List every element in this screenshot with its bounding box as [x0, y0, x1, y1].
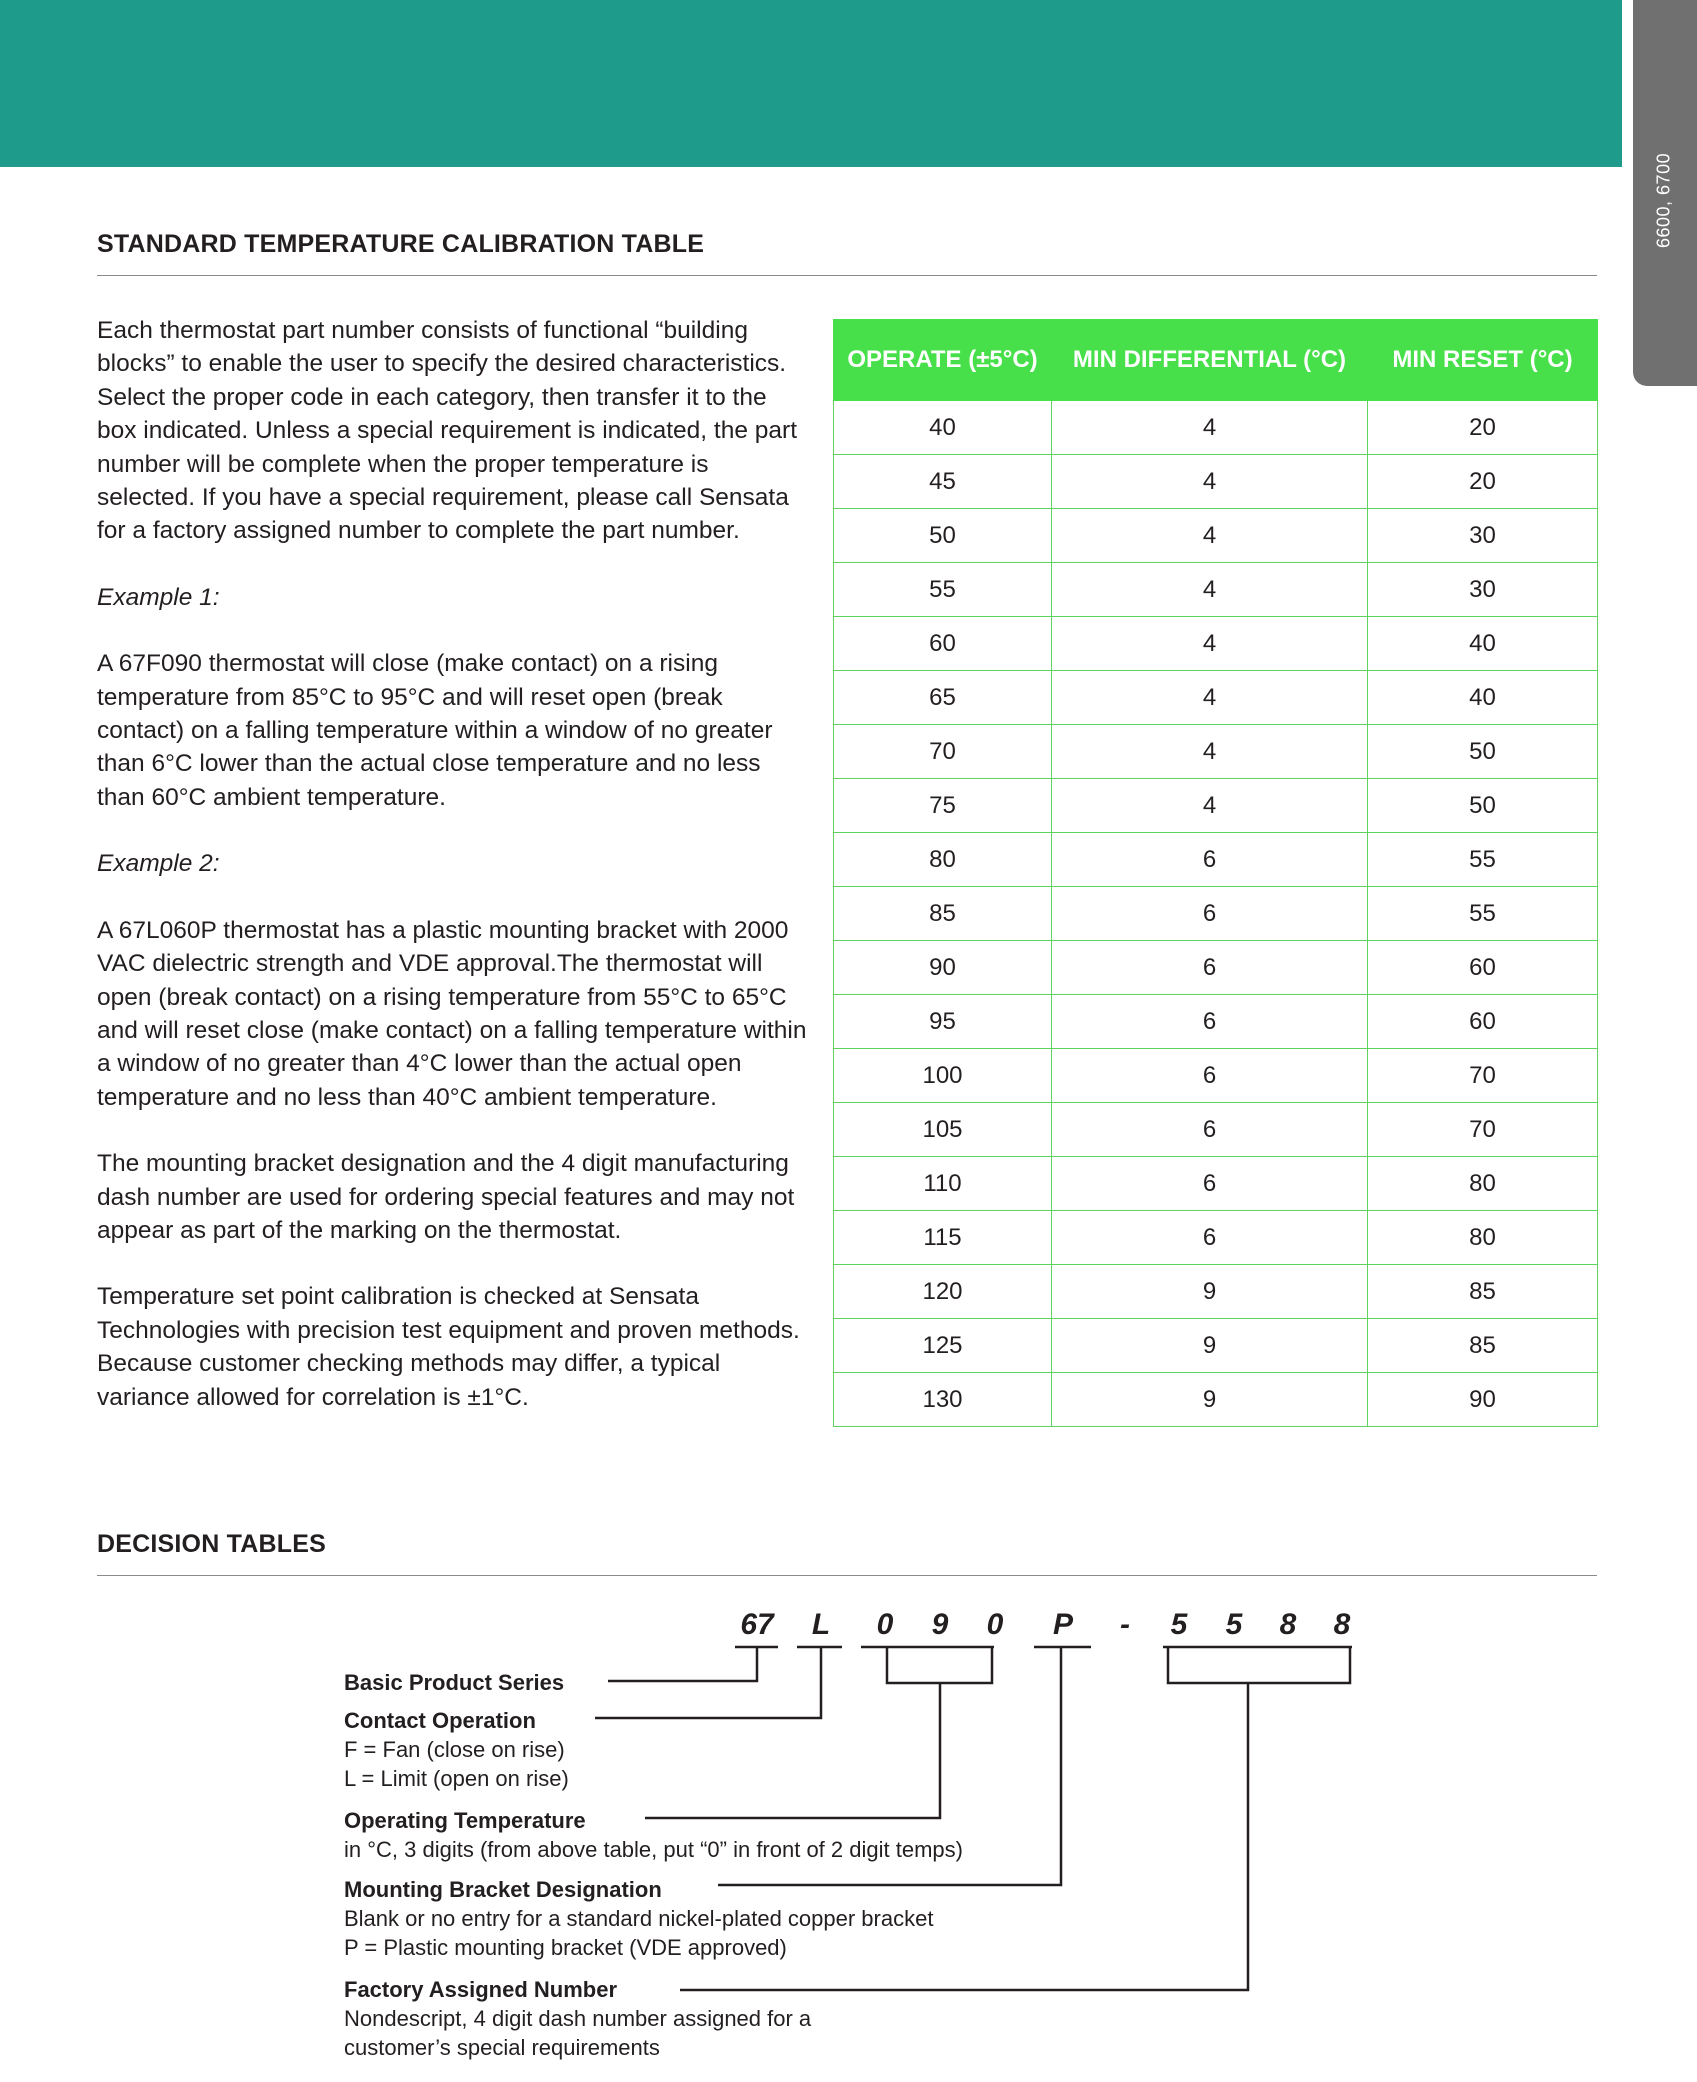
label-title: Contact Operation: [344, 1708, 536, 1733]
part-number-dash: -: [1120, 1608, 1130, 1641]
cell-operate: 120: [834, 1265, 1052, 1319]
calibration-table-row: [834, 617, 1598, 671]
calibration-table-row: [834, 1373, 1598, 1427]
cell-operate: 55: [834, 563, 1052, 617]
cell-min-reset: 50: [1368, 779, 1598, 833]
calibration-table-row: [834, 725, 1598, 779]
cell-operate: 115: [834, 1211, 1052, 1265]
label-line: Blank or no entry for a standard nickel-plated copper bracket: [344, 1906, 934, 1931]
label-operating-temperature: [344, 1806, 963, 1864]
part-number-char: 8: [1279, 1608, 1297, 1641]
label-title: Mounting Bracket Designation: [344, 1877, 662, 1902]
header-min-differential: MIN DIFFERENTIAL (°C): [1052, 320, 1368, 401]
cell-min-differential: 9: [1052, 1373, 1368, 1427]
example1-heading: Example 1:: [97, 583, 220, 611]
cell-min-differential: 6: [1052, 833, 1368, 887]
cell-min-differential: 4: [1052, 617, 1368, 671]
part-number-char: 67: [740, 1608, 774, 1641]
cell-min-reset: 50: [1368, 725, 1598, 779]
cell-min-differential: 4: [1052, 401, 1368, 455]
label-title: Operating Temperature: [344, 1808, 586, 1833]
calibration-table-row: [834, 509, 1598, 563]
cell-operate: 105: [834, 1103, 1052, 1157]
label-line: Nondescript, 4 digit dash number assigned for a: [344, 2006, 812, 2031]
cell-operate: 125: [834, 1319, 1052, 1373]
cell-min-differential: 6: [1052, 995, 1368, 1049]
calibration-table-row: [834, 941, 1598, 995]
cell-min-differential: 4: [1052, 455, 1368, 509]
header-band: [0, 0, 1622, 167]
cell-min-reset: 40: [1368, 617, 1598, 671]
part-number-char: 8: [1333, 1608, 1351, 1641]
cell-min-differential: 6: [1052, 1049, 1368, 1103]
example1-paragraph: A 67F090 thermostat will close (make contact) on a rising temperature from 85°C to 95°C and will reset open (break contact) on a falling temperature within a window of no greater than 6°C lower than the actual close temperature and no less than 60°C ambient temperature.: [97, 650, 773, 811]
cell-min-reset: 80: [1368, 1157, 1598, 1211]
part-number-char: 0: [986, 1608, 1004, 1641]
calibration-table-row: [834, 1319, 1598, 1373]
part-number-char: L: [811, 1608, 831, 1641]
cell-min-differential: 9: [1052, 1265, 1368, 1319]
decision-section-rule: [97, 1575, 1597, 1576]
cell-min-differential: 4: [1052, 509, 1368, 563]
cell-operate: 40: [834, 401, 1052, 455]
cell-min-reset: 30: [1368, 509, 1598, 563]
cell-operate: 85: [834, 887, 1052, 941]
calibration-section-rule: [97, 275, 1597, 276]
side-tab-label: 6600, 6700: [1653, 152, 1674, 248]
calibration-table-row: [834, 563, 1598, 617]
label-factory-assigned-number: [344, 1975, 811, 2062]
calibration-table-row: [834, 887, 1598, 941]
cell-operate: 130: [834, 1373, 1052, 1427]
cell-min-reset: 70: [1368, 1049, 1598, 1103]
cell-operate: 65: [834, 671, 1052, 725]
cell-min-reset: 60: [1368, 995, 1598, 1049]
label-line: L = Limit (open on rise): [344, 1766, 569, 1791]
cell-operate: 95: [834, 995, 1052, 1049]
calibration-table-row: [834, 1211, 1598, 1265]
calibration-table-row: [834, 1265, 1598, 1319]
calibration-table-row: [834, 455, 1598, 509]
calibration-table-row: [834, 671, 1598, 725]
cell-min-differential: 4: [1052, 671, 1368, 725]
calibration-table-header-row: [834, 320, 1598, 401]
calibration-table-row: [834, 1049, 1598, 1103]
cell-min-differential: 6: [1052, 1157, 1368, 1211]
label-mounting-bracket: [344, 1875, 933, 1962]
label-contact-operation: [344, 1706, 569, 1793]
cell-min-reset: 85: [1368, 1319, 1598, 1373]
cell-min-reset: 55: [1368, 833, 1598, 887]
cell-min-reset: 90: [1368, 1373, 1598, 1427]
label-line: in °C, 3 digits (from above table, put “0” in front of 2 digit temps): [344, 1837, 963, 1862]
part-number-char: 0: [876, 1608, 894, 1641]
label-title: Basic Product Series: [344, 1670, 565, 1695]
cell-min-reset: 80: [1368, 1211, 1598, 1265]
cell-operate: 75: [834, 779, 1052, 833]
header-operate: OPERATE (±5°C): [834, 320, 1052, 401]
cell-operate: 90: [834, 941, 1052, 995]
cell-min-differential: 6: [1052, 941, 1368, 995]
cell-operate: 50: [834, 509, 1052, 563]
example2-paragraph: A 67L060P thermostat has a plastic mounting bracket with 2000 VAC dielectric strength and VDE approval.The thermostat will open (break contact) on a rising temperature from 55°C to 65°C and will reset close (make contact) on a falling temperature within a window of no greater than 4°C lower than the actual open temperature and no less than 40°C ambient temperature.: [97, 916, 807, 1111]
part-number-char: P: [1052, 1608, 1073, 1641]
cell-min-reset: 30: [1368, 563, 1598, 617]
decision-section-title: DECISION TABLES: [97, 1530, 326, 1558]
label-line: customer’s special requirements: [344, 2035, 660, 2060]
cell-min-reset: 20: [1368, 401, 1598, 455]
calibration-table-row: [834, 995, 1598, 1049]
cell-min-reset: 40: [1368, 671, 1598, 725]
label-line: P = Plastic mounting bracket (VDE approved): [344, 1935, 787, 1960]
header-min-reset: MIN RESET (°C): [1368, 320, 1598, 401]
part-number-char: 5: [1170, 1608, 1188, 1641]
cell-min-differential: 9: [1052, 1319, 1368, 1373]
label-basic-product-series: [344, 1668, 564, 1697]
cell-min-reset: 20: [1368, 455, 1598, 509]
cell-min-differential: 4: [1052, 563, 1368, 617]
intro-paragraph: Each thermostat part number consists of functional “building blocks” to enable the user to specify the desired characteristics. Select the proper code in each category, then transfer it to the box indicated. Unless a special requirement is indicated, the part number will be complete when the proper temperature is selected. If you have a special requirement, please call Sensata for a factory assigned number to complete the part number.: [97, 317, 797, 545]
bracket-note-paragraph: The mounting bracket designation and the 4 digit manufacturing dash number are used for ordering special features and may not appear as part of the marking on the thermostat.: [97, 1150, 795, 1244]
cell-operate: 100: [834, 1049, 1052, 1103]
cell-operate: 45: [834, 455, 1052, 509]
cell-min-reset: 60: [1368, 941, 1598, 995]
cell-min-differential: 6: [1052, 887, 1368, 941]
calibration-table-row: [834, 1103, 1598, 1157]
cell-min-differential: 4: [1052, 725, 1368, 779]
cell-min-reset: 70: [1368, 1103, 1598, 1157]
part-number-char: 5: [1225, 1608, 1243, 1641]
calibration-table-row: [834, 779, 1598, 833]
part-number-char: 9: [931, 1608, 949, 1641]
decision-diagram: [0, 1590, 1697, 2082]
example2-heading: Example 2:: [97, 850, 220, 878]
cell-min-differential: 6: [1052, 1211, 1368, 1265]
calibration-table-row: [834, 401, 1598, 455]
label-line: F = Fan (close on rise): [344, 1737, 565, 1762]
cell-min-reset: 85: [1368, 1265, 1598, 1319]
cell-operate: 70: [834, 725, 1052, 779]
cell-min-reset: 55: [1368, 887, 1598, 941]
calibration-table: [833, 319, 1598, 1427]
cell-min-differential: 4: [1052, 779, 1368, 833]
cell-min-differential: 6: [1052, 1103, 1368, 1157]
label-title: Factory Assigned Number: [344, 1977, 618, 2002]
cell-operate: 60: [834, 617, 1052, 671]
calibration-note-paragraph: Temperature set point calibration is checked at Sensata Technologies with precision test equipment and proven methods. Because customer checking methods may differ, a typical variance allowed for correlation is ±1°C.: [97, 1283, 800, 1411]
cell-operate: 110: [834, 1157, 1052, 1211]
calibration-table-row: [834, 1157, 1598, 1211]
intro-text-block: [97, 314, 812, 1447]
calibration-table-row: [834, 833, 1598, 887]
cell-operate: 80: [834, 833, 1052, 887]
calibration-section-title: STANDARD TEMPERATURE CALIBRATION TABLE: [97, 230, 705, 258]
